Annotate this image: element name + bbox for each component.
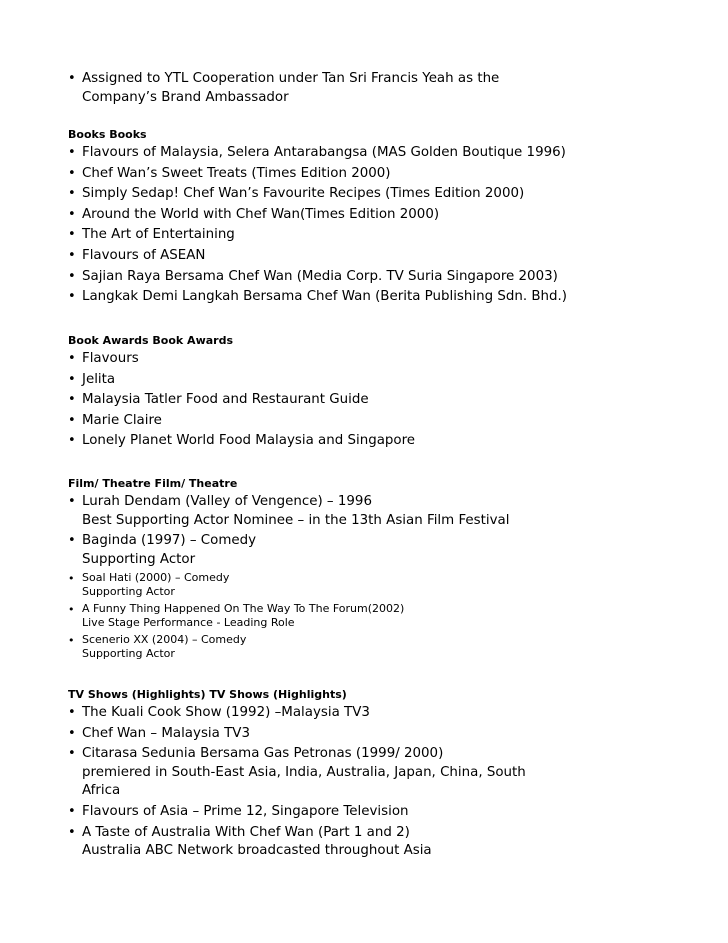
film-title: Soal Hati (2000) – Comedy (82, 571, 230, 585)
list-item (66, 206, 686, 225)
awards-section (66, 334, 686, 453)
award-name: Lonely Planet World Food Malaysia and Singapore (82, 433, 416, 449)
award-name: Flavours (82, 351, 139, 366)
list-item (66, 391, 686, 410)
award-name: Marie Claire (82, 412, 162, 428)
bullet-icon: • (68, 634, 75, 648)
tv-show-title: The Kuali Cook Show (1992) –Malaysia TV3 (82, 705, 370, 720)
list-item (66, 412, 686, 431)
film-title: Baginda (1997) – Comedy (82, 533, 257, 549)
bullet-icon: • (68, 227, 76, 243)
bullet-icon: • (68, 268, 76, 284)
intro-line-1: Assigned to YTL Cooperation under Tan Sri Francis Yeah as the (82, 71, 500, 86)
bullet-icon: • (68, 351, 76, 366)
book-title: Simply Sedap! Chef Wan’s Favourite Recipes (Times Edition 2000) (82, 186, 525, 202)
bullet-icon: • (68, 145, 76, 160)
list-item (66, 432, 686, 451)
intro-section (66, 70, 666, 109)
bullet-icon: • (68, 433, 76, 449)
film-role: Supporting Actor (82, 647, 175, 661)
book-title: Around the World with Chef Wan(Times Edition 2000) (82, 206, 440, 222)
section-heading: Film/ Theatre Film/ Theatre (68, 477, 238, 490)
bullet-icon: • (68, 371, 76, 387)
film-title: Scenerio XX (2004) – Comedy (82, 633, 247, 647)
section-heading: Book Awards Book Awards (68, 334, 234, 347)
tv-show-title: A Taste of Australia With Chef Wan (Part 1 and 2) (82, 824, 410, 840)
film-role: Supporting Actor (82, 585, 175, 599)
bullet-icon: • (68, 206, 76, 222)
bullet-icon: • (68, 533, 76, 549)
bullet-icon: • (68, 165, 76, 181)
bullet-icon: • (68, 412, 76, 428)
film-role: Supporting Actor (82, 551, 196, 567)
film-title: A Funny Thing Happened On The Way To The Forum(2002) (82, 602, 405, 616)
film-role: Live Stage Performance - Leading Role (82, 616, 295, 630)
books-section (66, 128, 686, 309)
tv-section (66, 688, 686, 863)
tv-show-detail: Africa (82, 783, 121, 799)
bullet-icon: • (68, 494, 76, 509)
film-title: Lurah Dendam (Valley of Vengence) – 1996 (82, 494, 372, 509)
film-section (66, 477, 686, 664)
list-item (66, 493, 686, 530)
list-item (66, 745, 686, 801)
list-item (66, 571, 686, 599)
list-item (66, 803, 686, 822)
book-title: The Art of Entertaining (82, 227, 235, 243)
bullet-icon: • (68, 725, 76, 741)
section-heading: Books Books (68, 128, 147, 141)
award-name: Jelita (82, 371, 116, 387)
list-item (66, 532, 686, 569)
section-heading: TV Shows (Highlights) TV Shows (Highlights) (68, 688, 347, 701)
bullet-icon: • (68, 247, 76, 263)
tv-show-title: Chef Wan – Malaysia TV3 (82, 725, 250, 741)
bullet-icon: • (68, 824, 76, 840)
book-title: Flavours of ASEAN (82, 247, 206, 263)
list-item (66, 602, 686, 630)
list-item (66, 725, 686, 744)
tv-show-title: Citarasa Sedunia Bersama Gas Petronas (1999/ 2000) (82, 746, 444, 762)
book-title: Sajian Raya Bersama Chef Wan (Media Corp. TV Suria Singapore 2003) (82, 268, 558, 284)
bullet-icon: • (68, 705, 76, 720)
bullet-icon: • (68, 603, 75, 617)
tv-show-detail: Australia ABC Network broadcasted throughout Asia (82, 843, 432, 859)
award-name: Malaysia Tatler Food and Restaurant Guide (82, 392, 369, 408)
list-item (66, 371, 686, 390)
tv-show-detail: premiered in South-East Asia, India, Australia, Japan, China, South (82, 764, 526, 780)
list-item (66, 704, 686, 723)
bullet-icon: • (68, 572, 75, 586)
book-title: Flavours of Malaysia, Selera Antarabangsa (MAS Golden Boutique 1996) (82, 145, 566, 160)
bullet-icon: • (68, 186, 76, 202)
list-item (66, 185, 686, 204)
book-title: Langkak Demi Langkah Bersama Chef Wan (Berita Publishing Sdn. Bhd.) (82, 289, 568, 305)
book-title: Chef Wan’s Sweet Treats (Times Edition 2000) (82, 165, 391, 181)
bullet-icon: • (68, 803, 76, 819)
list-item (66, 226, 686, 245)
bullet-icon: • (68, 392, 76, 408)
list-item (66, 165, 686, 184)
list-item (66, 70, 666, 107)
list-item (66, 268, 686, 287)
bullet-icon: • (68, 746, 76, 762)
list-item (66, 288, 686, 307)
bullet-icon: • (68, 71, 76, 86)
tv-show-title: Flavours of Asia – Prime 12, Singapore Television (82, 803, 409, 819)
bullet-icon: • (68, 289, 76, 305)
list-item (66, 350, 686, 369)
list-item (66, 247, 686, 266)
list-item (66, 144, 686, 163)
list-item (66, 824, 686, 861)
intro-line-2: Company’s Brand Ambassador (82, 89, 289, 105)
film-role: Best Supporting Actor Nominee – in the 13th Asian Film Festival (82, 512, 510, 528)
list-item (66, 633, 686, 661)
